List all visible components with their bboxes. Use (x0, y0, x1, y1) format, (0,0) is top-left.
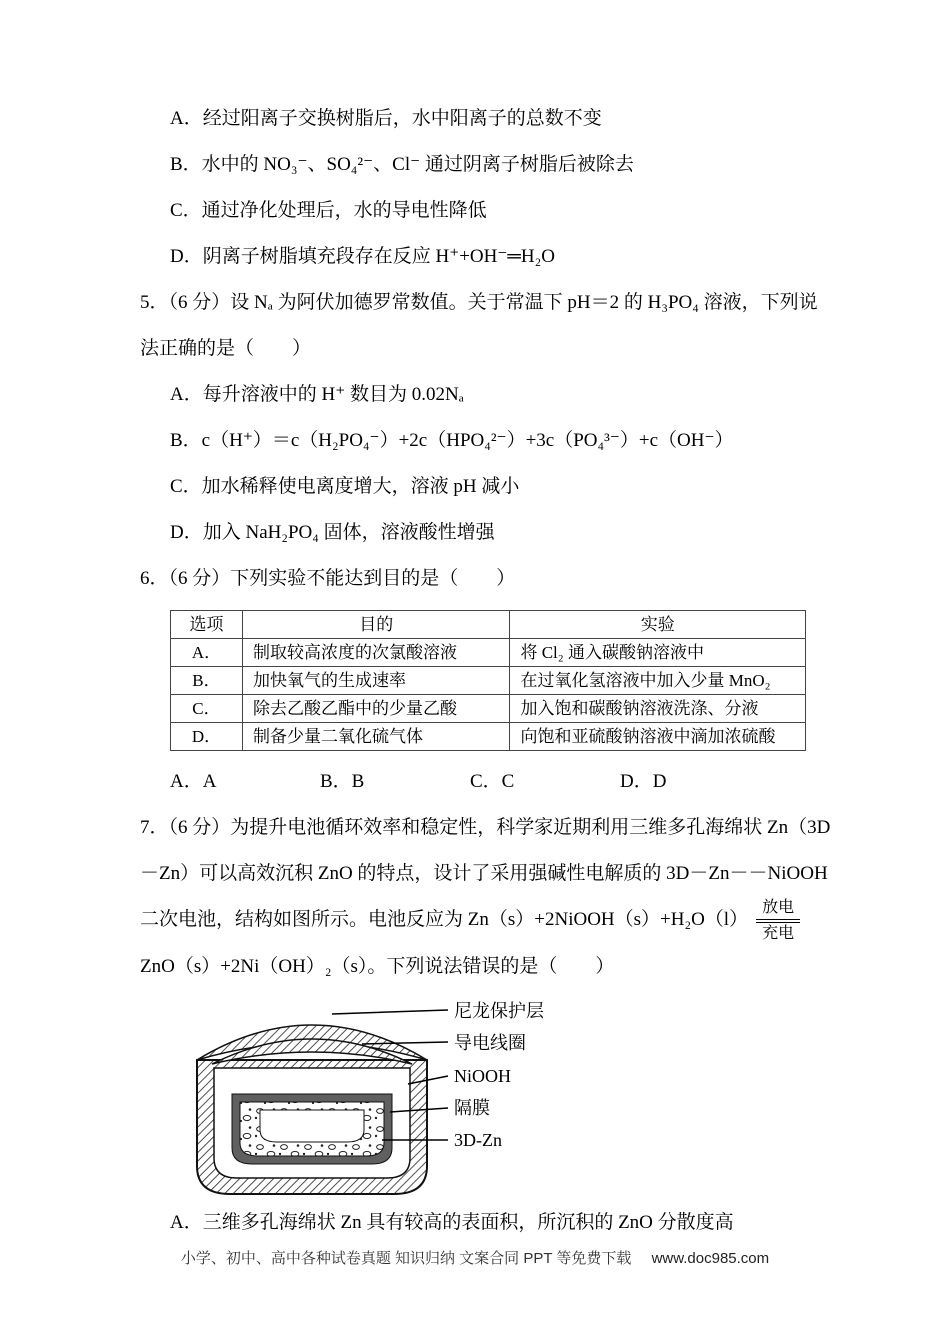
footer-url-link[interactable]: www.doc985.com (651, 1250, 770, 1267)
table-header-exp: 实验 (510, 611, 806, 639)
table-row (171, 723, 806, 751)
question-5-options (140, 372, 832, 556)
q4-option-a: A．经过阳离子交换树脂后，水中阳离子的总数不变 (170, 108, 602, 129)
reversible-reaction-conditions (756, 898, 800, 944)
q4-option-b: B．水中的 NO₃⁻、SO₄²⁻、Cl⁻ 通过阴离子树脂后被除去 (170, 154, 634, 175)
q5-option-b: B．c（H⁺）＝c（H₂PO₄⁻）+2c（HPO₄²⁻）+3c（PO₄³⁻）+c（OH⁻） (170, 430, 734, 451)
table-header-goal: 目的 (242, 611, 510, 639)
q6-answer-d: D．D (620, 771, 667, 792)
footer-text: 小学、初中、高中各种试卷真题 知识归纳 文案合同 PPT 等免费下载 (180, 1250, 632, 1267)
reaction-condition-discharge: 放电 (756, 898, 800, 920)
inner-cavity-shape (260, 1110, 364, 1142)
table-cell-exp: 加入饱和碳酸钠溶液洗涤、分液 (510, 695, 806, 723)
table-row (171, 695, 806, 723)
label-nylon-layer: 尼龙保护层 (454, 1000, 544, 1021)
q5-option-c: C．加水稀释使电离度增大，溶液 pH 减小 (170, 476, 520, 497)
table-cell-option: B． (171, 667, 243, 695)
table-cell-goal: 加快氧气的生成速率 (242, 667, 510, 695)
q6-answer-c: C．C (470, 771, 515, 792)
q7-option-a: A．三维多孔海绵状 Zn 具有较高的表面积，所沉积的 ZnO 分散度高 (170, 1211, 734, 1233)
reaction-condition-charge: 充电 (756, 922, 800, 944)
q4-option-c: C．通过净化处理后，水的导电性降低 (170, 200, 487, 221)
table-cell-option: A． (171, 639, 243, 667)
table-cell-exp: 在过氧化氢溶液中加入少量 MnO₂ (510, 667, 806, 695)
label-niooh: NiOOH (454, 1065, 511, 1086)
question-6-stem: 6．（6 分）下列实验不能达到目的是（ ） (140, 568, 516, 589)
table-cell-goal: 制备少量二氧化硫气体 (242, 723, 510, 751)
q6-answer-a: A．A (170, 771, 217, 792)
q4-option-d: D．阴离子树脂填充段存在反应 H⁺+OH⁻═H₂O (170, 246, 555, 267)
table-header-option: 选项 (171, 611, 243, 639)
table-cell-exp: 将 Cl₂ 通入碳酸钠溶液中 (510, 639, 806, 667)
table-cell-option: D． (171, 723, 243, 751)
q7-stem-text-1: 7．（6 分）为提升电池循环效率和稳定性，科学家近期利用三维多孔海绵状 Zn（3D－Zn）可以高效沉积 ZnO 的特点，设计了采用强碱性电解质的 3D－Zn－－NiOOH 二次电池，结构如图所示。电池反应为 Zn（s）+2NiOOH（s）+H₂O（l） (140, 817, 831, 930)
question-4-options (140, 96, 832, 280)
label-3d-zn: 3D-Zn (454, 1129, 502, 1150)
battery-structure-svg (182, 998, 614, 1198)
q5-option-d: D．加入 NaH₂PO₄ 固体，溶液酸性增强 (170, 522, 495, 543)
page-content (140, 96, 832, 1246)
battery-structure-diagram (182, 998, 832, 1198)
label-separator: 隔膜 (454, 1097, 490, 1118)
label-conductive-coil: 导电线圈 (454, 1032, 526, 1053)
question-7-stem (140, 805, 832, 990)
table-cell-option: C． (171, 695, 243, 723)
q5-option-a: A．每升溶液中的 H⁺ 数目为 0.02Nₐ (170, 384, 464, 405)
table-cell-exp: 向饱和亚硫酸钠溶液中滴加浓硫酸 (510, 723, 806, 751)
table-row (171, 667, 806, 695)
q7-stem-text-2: ZnO（s）+2Ni（OH）₂（s）。下列说法错误的是（ ） (140, 955, 615, 977)
page-footer (0, 1247, 950, 1268)
table-row (171, 639, 806, 667)
table-cell-goal: 制取较高浓度的次氯酸溶液 (242, 639, 510, 667)
leader-line-nylon (332, 1010, 448, 1014)
table-header-row (171, 611, 806, 639)
question-5-stem: 5．（6 分）设 Nₐ 为阿伏加德罗常数值。关于常温下 pH＝2 的 H₃PO₄ 溶液，下列说法正确的是（ ） (140, 292, 818, 359)
table-cell-goal: 除去乙酸乙酯中的少量乙酸 (242, 695, 510, 723)
question-6-answer-choices (170, 759, 832, 805)
question-6-table (170, 610, 806, 751)
q6-answer-b: B．B (320, 771, 365, 792)
